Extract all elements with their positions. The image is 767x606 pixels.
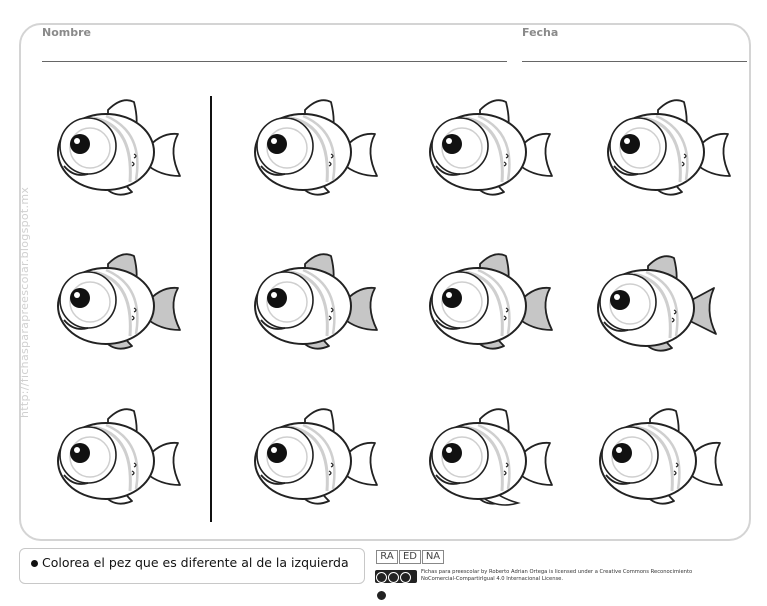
badge-na: NA	[422, 550, 444, 564]
license-text	[421, 569, 692, 583]
fish-option-row1-3[interactable]	[598, 96, 738, 210]
fish-reference-row2	[48, 250, 188, 364]
fish-option-row3-2[interactable]	[420, 405, 560, 519]
name-line	[42, 61, 507, 62]
bullet-icon	[31, 560, 38, 567]
fish-option-row1-2[interactable]	[420, 96, 560, 210]
date-label: Fecha	[522, 26, 559, 39]
date-line	[522, 61, 747, 62]
license-line-2: NoComercial-CompartirIgual 4.0 Internacional License.	[421, 576, 564, 582]
creative-commons-icon	[375, 570, 417, 583]
fish-reference-row3	[48, 405, 188, 519]
fish-option-row3-1[interactable]	[245, 405, 385, 519]
fish-option-row2-3[interactable]	[588, 252, 728, 366]
fish-option-row1-1[interactable]	[245, 96, 385, 210]
watermark-url: http://fichasparapreescolar.blogspot.mx	[18, 186, 31, 418]
license-line-1: Fichas para preescolar by Roberto Adrian Ortega is licensed under a Creative Commons Reconocimiento	[421, 569, 693, 575]
instruction-box	[19, 548, 365, 584]
badge-ra: RA	[376, 550, 398, 564]
name-label: Nombre	[42, 26, 91, 39]
divider-line	[210, 96, 212, 522]
badge-ed: ED	[399, 550, 421, 564]
instruction-text: Colorea el pez que es diferente al de la izquierda	[42, 555, 349, 570]
fish-option-row2-2[interactable]	[420, 250, 560, 364]
fish-reference-row1	[48, 96, 188, 210]
fish-option-row3-3[interactable]	[590, 405, 730, 519]
fish-option-row2-1[interactable]	[245, 250, 385, 364]
